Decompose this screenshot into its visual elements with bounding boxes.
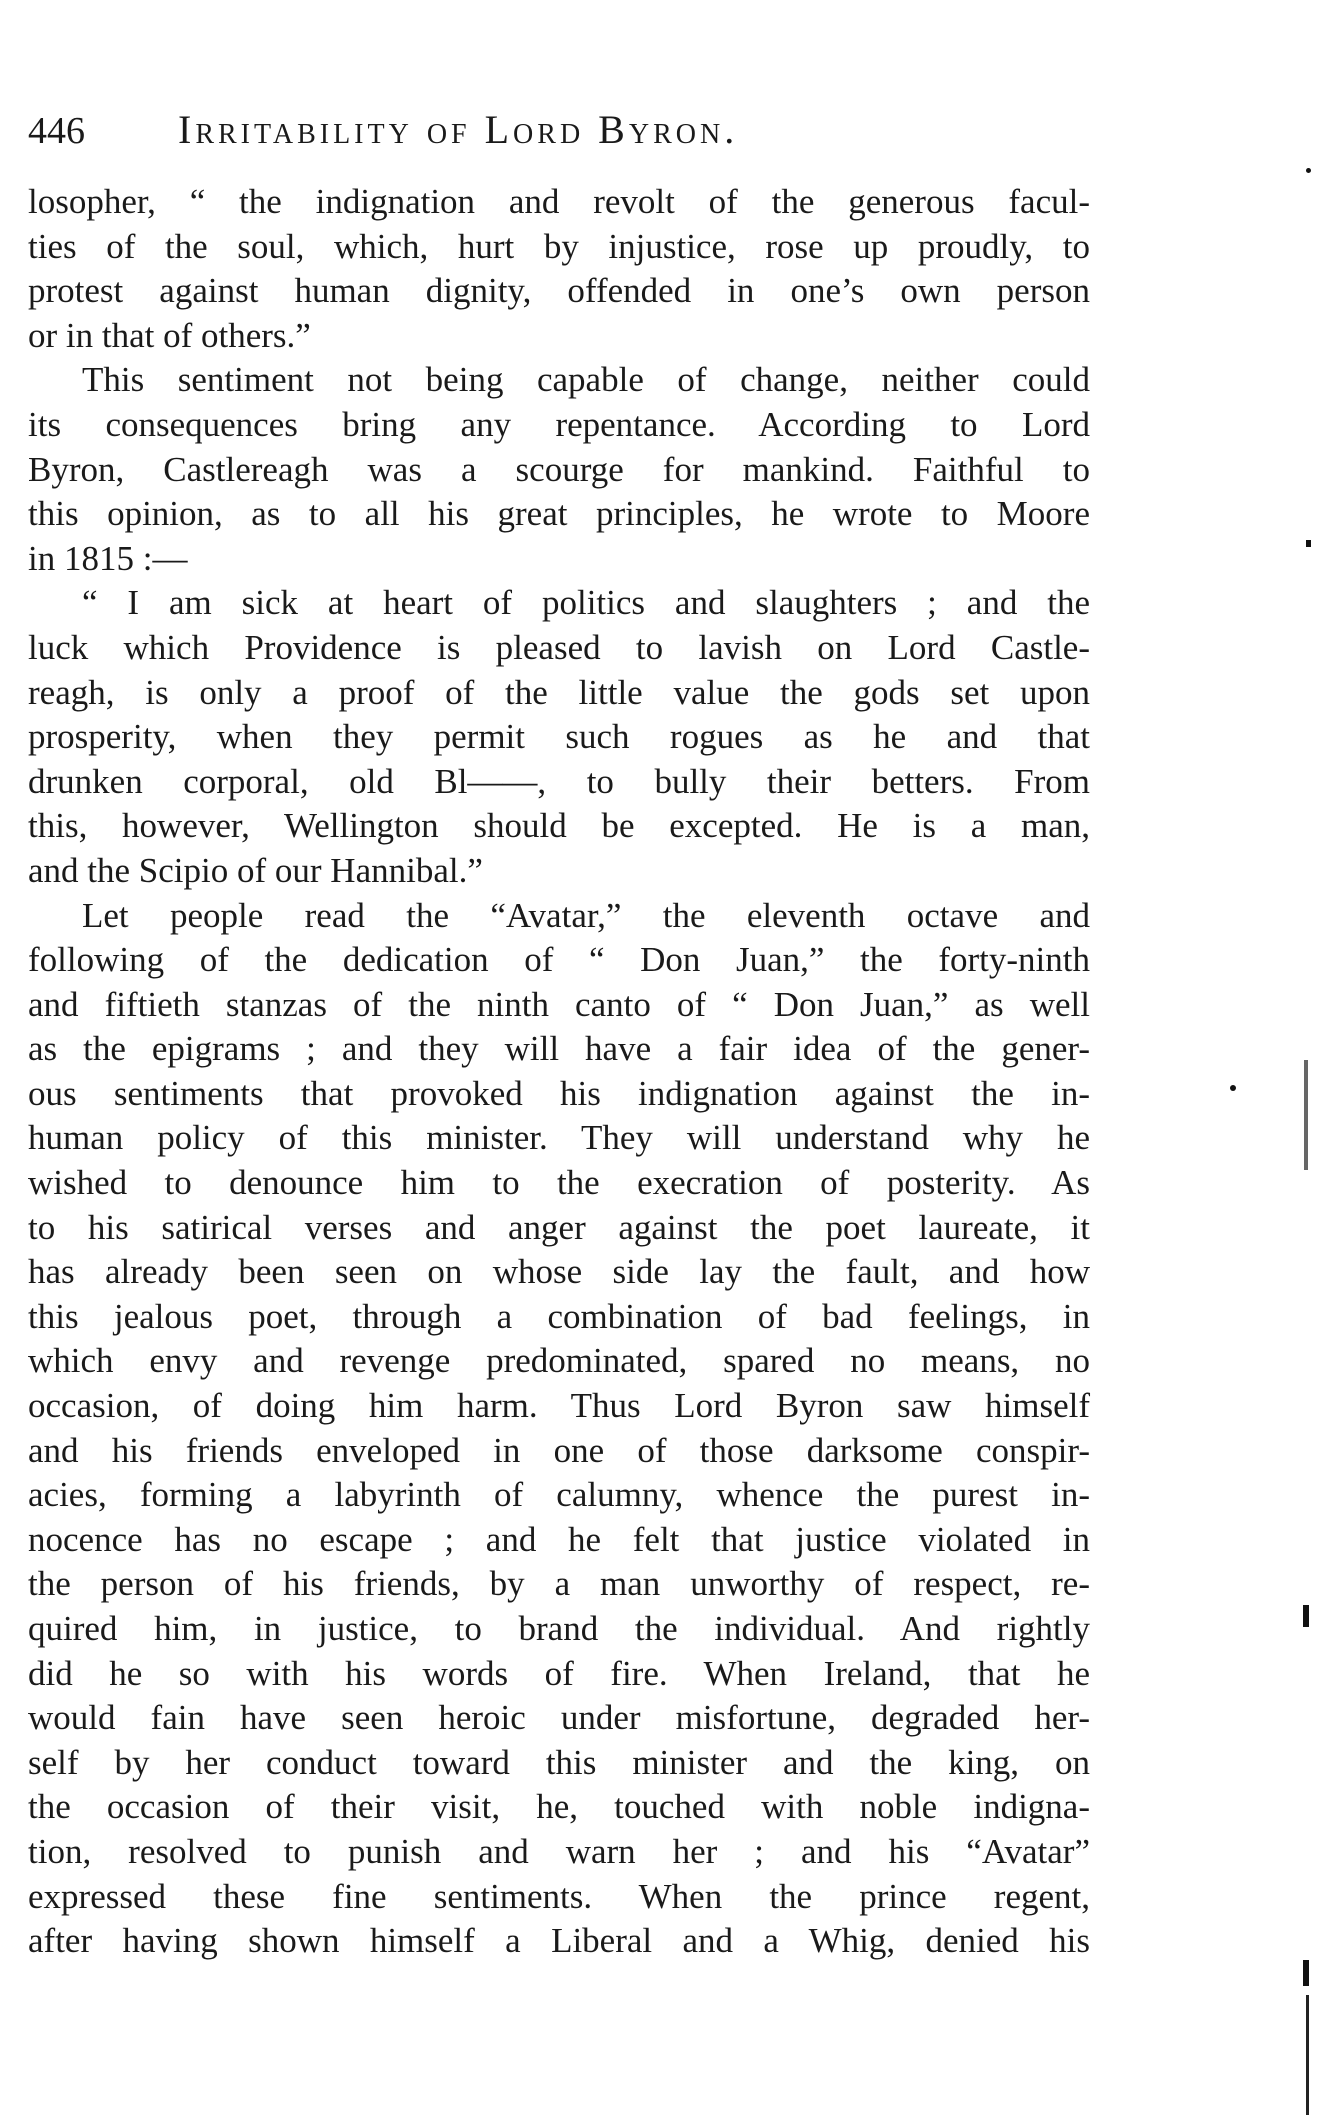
text-line: acies, forming a labyrinth of calumny, whence the purest in-	[28, 1475, 1090, 1515]
text-line: which envy and revenge predominated, spared no means, no	[28, 1341, 1090, 1381]
text-line: this opinion, as to all his great principles, he wrote to Moore	[28, 494, 1090, 534]
text-line: reagh, is only a proof of the little value the gods set upon	[28, 672, 1090, 712]
text-line: to his satirical verses and anger against the poet laureate, it	[28, 1207, 1090, 1247]
text-line: after having shown himself a Liberal and a Whig, denied his	[28, 1921, 1090, 1961]
text-line: and his friends enveloped in one of those darksome conspir-	[28, 1430, 1090, 1470]
text-line: self by her conduct toward this minister and the king, on	[28, 1742, 1090, 1782]
text-line: protest against human dignity, offended in one’s own person	[28, 271, 1090, 311]
text-line: and the Scipio of our Hannibal.”	[28, 850, 483, 890]
text-line: human policy of this minister. They will understand why he	[28, 1118, 1090, 1158]
text-line: ous sentiments that provoked his indignation against the in-	[28, 1073, 1090, 1113]
text-line: tion, resolved to punish and warn her ; and his “Avatar”	[28, 1831, 1090, 1871]
text-line: ties of the soul, which, hurt by injustice, rose up proudly, to	[28, 226, 1090, 266]
text-line: nocence has no escape ; and he felt that justice violated in	[28, 1519, 1090, 1559]
text-line: and fiftieth stanzas of the ninth canto of “ Don Juan,” as well	[28, 984, 1090, 1024]
text-line: this, however, Wellington should be excepted. He is a man,	[28, 806, 1090, 846]
text-line: as the epigrams ; and they will have a fair idea of the gener-	[28, 1029, 1090, 1069]
page-number: 446	[28, 110, 85, 152]
text-line: did he so with his words of fire. When Ireland, that he	[28, 1653, 1090, 1693]
running-title: Irritability of Lord Byron.	[178, 107, 739, 152]
text-line: “ I am sick at heart of politics and slaughters ; and the	[82, 583, 1090, 623]
scan-mark	[1303, 1960, 1309, 1986]
text-line: expressed these fine sentiments. When the prince regent,	[28, 1876, 1090, 1916]
scan-mark	[1230, 1085, 1236, 1091]
text-line: has already been seen on whose side lay the fault, and how	[28, 1252, 1090, 1292]
body-text	[28, 180, 1090, 1964]
text-line: quired him, in justice, to brand the individual. And rightly	[28, 1609, 1090, 1648]
text-line: prosperity, when they permit such rogues as he and that	[28, 717, 1090, 757]
text-line: Let people read the “Avatar,” the eleventh octave and	[82, 895, 1090, 935]
text-line: drunken corporal, old Bl——, to bully their betters. From	[28, 761, 1090, 801]
text-line: the occasion of their visit, he, touched with noble indigna-	[28, 1787, 1090, 1827]
text-line: its consequences bring any repentance. According to Lord	[28, 404, 1090, 444]
text-line: wished to denounce him to the execration of posterity. As	[28, 1163, 1090, 1203]
scan-mark	[1304, 1060, 1308, 1170]
scan-mark	[1306, 540, 1311, 547]
text-line: in 1815 :—	[28, 538, 188, 578]
scan-mark	[1306, 168, 1311, 173]
text-line: this jealous poet, through a combination of bad feelings, in	[28, 1296, 1090, 1336]
text-line: Byron, Castlereagh was a scourge for mankind. Faithful to	[28, 449, 1090, 489]
running-head	[28, 100, 1088, 160]
text-line: This sentiment not being capable of change, neither could	[82, 360, 1090, 400]
text-line: occasion, of doing him harm. Thus Lord Byron saw himself	[28, 1386, 1090, 1426]
scan-mark	[1303, 1605, 1309, 1627]
text-line: or in that of others.”	[28, 315, 311, 355]
text-line: the person of his friends, by a man unworthy of respect, re-	[28, 1564, 1090, 1604]
text-line: luck which Providence is pleased to lavish on Lord Castle-	[28, 627, 1090, 667]
text-line: would fain have seen heroic under misfortune, degraded her-	[28, 1698, 1090, 1738]
text-line: following of the dedication of “ Don Juan,” the forty-ninth	[28, 940, 1090, 980]
text-line: losopher, “ the indignation and revolt of the generous facul-	[28, 182, 1090, 221]
scan-mark	[1306, 1995, 1309, 2115]
